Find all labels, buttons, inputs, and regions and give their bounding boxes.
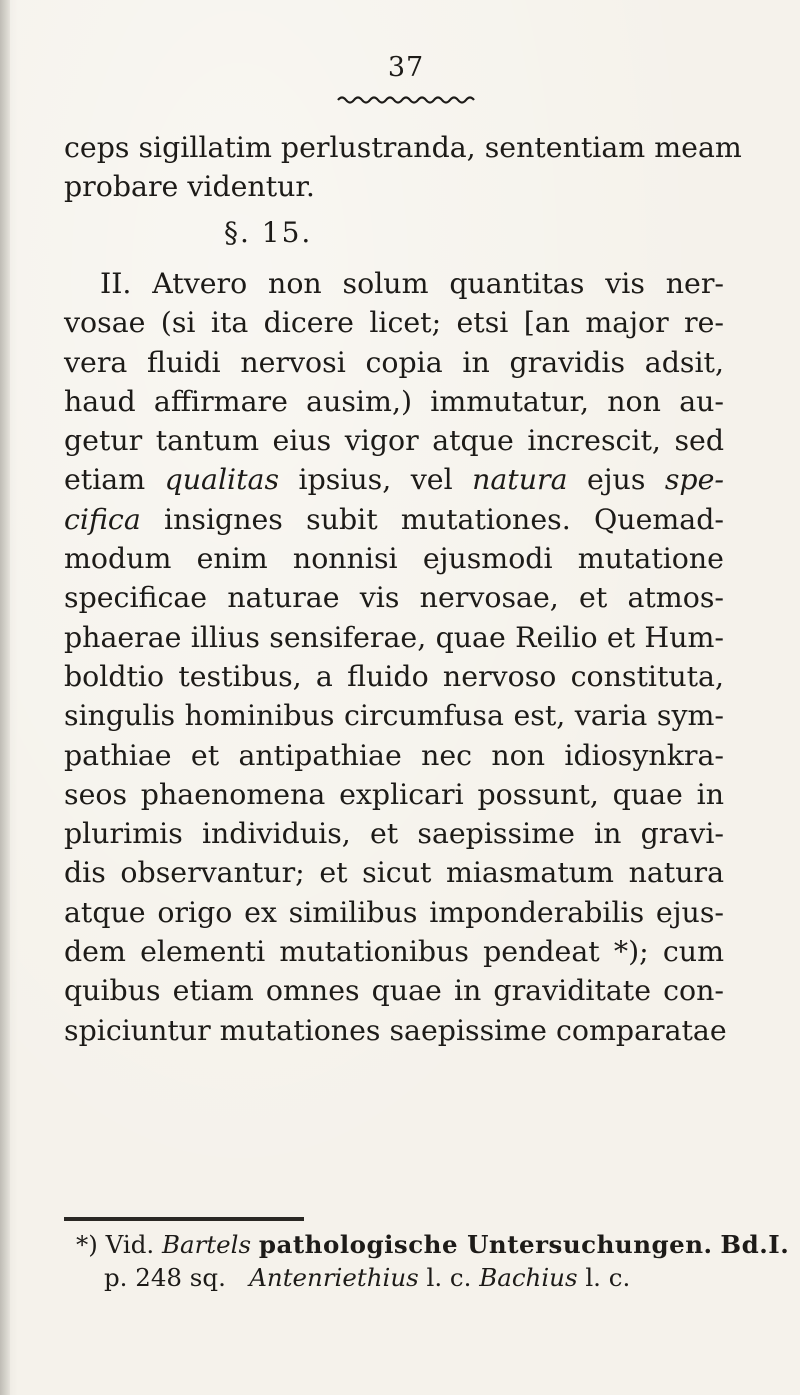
text-run: etiam	[64, 463, 165, 497]
text-line: dis observantur; et sicut miasmatum natura	[64, 856, 724, 890]
footnote-author: Bartels	[161, 1230, 252, 1259]
footnote-ref: l. c.	[426, 1263, 472, 1292]
text-line: dem elementi mutationibus pendeat *); cum	[64, 935, 724, 969]
footnote-author: Bachius	[479, 1263, 578, 1292]
footnote-marker: *)	[76, 1230, 98, 1259]
text-line: spiciuntur mutationes saepissime comparatae	[64, 1013, 727, 1047]
text-run: ipsius, vel	[279, 463, 473, 497]
footnote-ref: l. c.	[585, 1263, 631, 1292]
footnote-vid: Vid.	[105, 1230, 155, 1259]
header-ornament	[336, 94, 478, 106]
footnote-author: Antenriethius	[249, 1263, 419, 1292]
italic-term: cifica	[64, 502, 141, 536]
section-heading: §. 15.	[224, 216, 313, 249]
text-line: plurimis individuis, et saepissime in gravi-	[64, 817, 724, 851]
text-line: seos phaenomena explicari possunt, quae in	[64, 777, 724, 811]
text-line: specificae naturae vis nervosae, et atmos-	[64, 581, 724, 615]
text-line	[64, 500, 724, 539]
footnote-separator	[64, 1217, 304, 1221]
text-line: getur tantum eius vigor atque increscit, sed	[64, 424, 724, 458]
text-line: II. Atvero non solum quantitas vis ner-	[100, 267, 724, 300]
text-line: vosae (si ita dicere licet; etsi [an major re-	[64, 306, 724, 340]
italic-term: qualitas	[164, 463, 280, 497]
text-line: ceps sigillatim perlustranda, sententiam meam	[64, 131, 742, 164]
text-line: atque origo ex similibus imponderabilis ejus-	[64, 895, 724, 929]
text-line: modum enim nonnisi ejusmodi mutatione	[64, 542, 724, 576]
italic-term: spe-	[664, 463, 724, 497]
text-line	[64, 460, 724, 499]
footnote-pages: p. 248 sq.	[104, 1263, 226, 1292]
text-line: vera fluidi nervosi copia in gravidis adsit,	[64, 345, 724, 379]
paragraph	[64, 264, 727, 1050]
text-run: ejus	[567, 463, 665, 497]
italic-term: natura	[472, 463, 568, 497]
text-line: phaerae illius sensiferae, quae Reilio et Hum-	[64, 620, 724, 654]
body-text	[64, 128, 742, 207]
text-line: boldtio testibus, a fluido nervoso constituta,	[64, 659, 724, 693]
text-line: pathiae et antipathiae nec non idiosynkra-	[64, 738, 724, 772]
text-line: haud affirmare ausim,) immutatur, non au-	[64, 384, 724, 418]
text-line: quibus etiam omnes quae in graviditate con-	[64, 974, 724, 1008]
text-run: insignes subit mutationes. Quemad-	[140, 502, 724, 536]
page-gutter-shadow	[0, 0, 10, 1395]
page-number: 37	[387, 52, 425, 83]
footnote-volume: Bd.I.	[720, 1230, 790, 1259]
footnote-line	[64, 1228, 790, 1261]
text-line: probare videntur.	[64, 170, 315, 204]
footnote	[64, 1228, 790, 1294]
footnote-work-title: pathologische Untersuchungen.	[258, 1230, 713, 1259]
footnote-line	[64, 1261, 714, 1294]
text-line: singulis hominibus circumfusa est, varia sym-	[64, 699, 724, 733]
